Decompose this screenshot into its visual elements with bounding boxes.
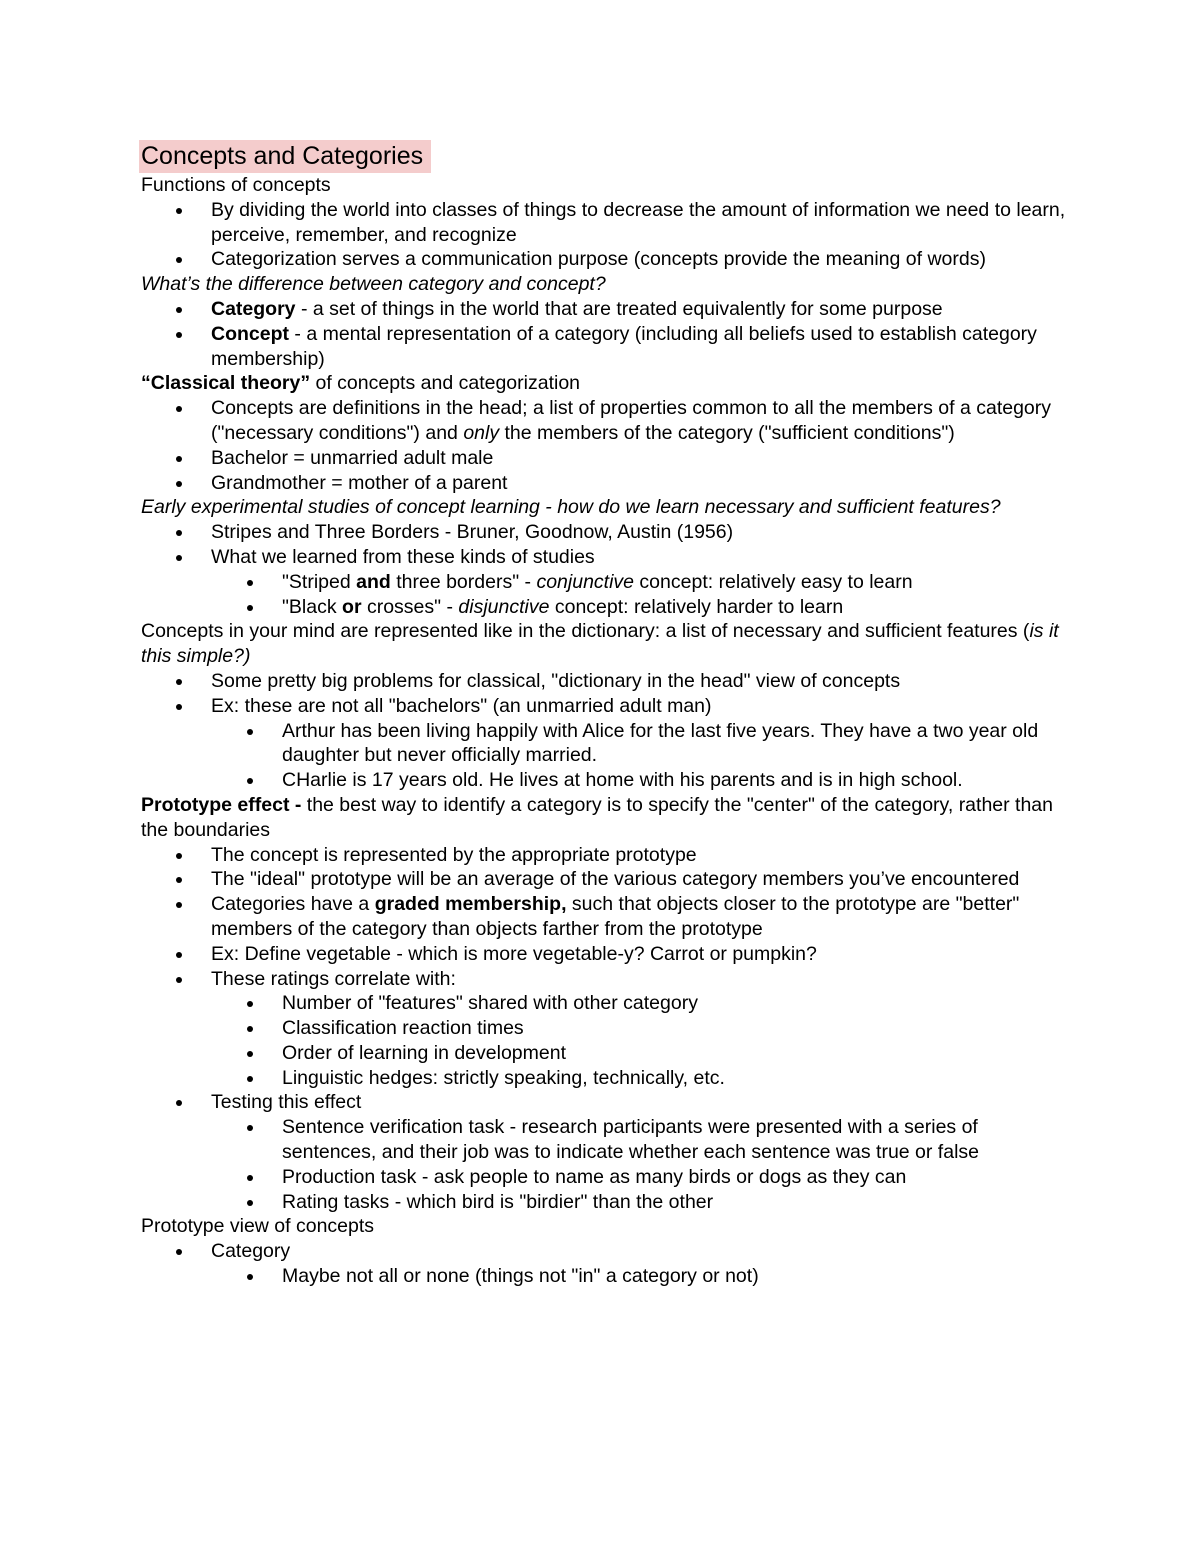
bullet-icon: [247, 1274, 253, 1280]
sub-list-item: Maybe not all or none (things not "in" a category or not): [141, 1264, 1071, 1289]
sub-list-item: Arthur has been living happily with Alice for the last five years. They have a two year old daughter but never officially married.: [141, 719, 1071, 769]
bullet-icon: [176, 456, 182, 462]
sub-list-item: CHarlie is 17 years old. He lives at home with his parents and is in high school.: [141, 768, 1071, 793]
bullet-icon: [176, 530, 182, 536]
list-item: Ex: Define vegetable - which is more vegetable-y? Carrot or pumpkin?: [141, 942, 1071, 967]
list-item: Grandmother = mother of a parent: [141, 471, 1071, 496]
bullet-icon: [247, 1076, 253, 1082]
sub-list-item: Sentence verification task - research participants were presented with a series of sentences, and their job was to indicate whether each sentence was true or false: [141, 1115, 1071, 1165]
list-item: By dividing the world into classes of things to decrease the amount of information we need to learn, perceive, remember, and recognize: [141, 198, 1071, 248]
section-heading-early-studies: Early experimental studies of concept learning - how do we learn necessary and sufficient features?: [141, 496, 1001, 519]
list-item: Bachelor = unmarried adult male: [141, 446, 1071, 471]
list-item: Ex: these are not all "bachelors" (an unmarried adult man): [141, 694, 1071, 719]
bullet-icon: [176, 481, 182, 487]
bullet-icon: [247, 1200, 253, 1206]
list-item: Testing this effect: [141, 1090, 1071, 1115]
bullet-icon: [247, 580, 253, 586]
sub-list-item: Rating tasks - which bird is "birdier" than the other: [141, 1190, 1071, 1215]
bullet-icon: [176, 406, 182, 412]
sub-list-item: "Striped and three borders" - conjunctive concept: relatively easy to learn: [141, 570, 1071, 595]
section-heading-prototype-view: Prototype view of concepts: [141, 1215, 375, 1238]
bullet-icon: [176, 704, 182, 710]
list-item: What we learned from these kinds of studies: [141, 545, 1071, 570]
bullet-icon: [247, 1175, 253, 1181]
list-item: These ratings correlate with:: [141, 967, 1071, 992]
list-item: Concept - a mental representation of a category (including all beliefs used to establish category membership): [141, 322, 1071, 372]
list-item: Categories have a graded membership, such that objects closer to the prototype are "better" members of the category than objects farther from the prototype: [141, 892, 1071, 942]
bullet-icon: [176, 208, 182, 214]
bullet-icon: [176, 952, 182, 958]
list-item: Category: [141, 1239, 1071, 1264]
sub-list-item: Production task - ask people to name as many birds or dogs as they can: [141, 1165, 1071, 1190]
bullet-icon: [176, 977, 182, 983]
bullet-icon: [176, 555, 182, 561]
document-page: [141, 140, 1071, 1289]
bullet-icon: [176, 257, 182, 263]
bullet-icon: [247, 1051, 253, 1057]
list-item: The "ideal" prototype will be an average of the various category members you’ve encountered: [141, 867, 1071, 892]
bullet-icon: [176, 902, 182, 908]
bullet-icon: [176, 332, 182, 338]
list-item: Category - a set of things in the world that are treated equivalently for some purpose: [141, 297, 1071, 322]
list-item: Some pretty big problems for classical, "dictionary in the head" view of concepts: [141, 669, 1071, 694]
bullet-icon: [176, 679, 182, 685]
sub-list-item: "Black or crosses" - disjunctive concept: relatively harder to learn: [141, 595, 1071, 620]
bullet-icon: [247, 605, 253, 611]
bullet-icon: [247, 1026, 253, 1032]
bullet-icon: [176, 1249, 182, 1255]
section-heading-classical: “Classical theory” of concepts and categorization: [141, 372, 581, 395]
bullet-icon: [247, 778, 253, 784]
list-item: The concept is represented by the appropriate prototype: [141, 843, 1071, 868]
section-heading-functions: Functions of concepts: [141, 174, 331, 196]
bullet-icon: [247, 1125, 253, 1131]
bullet-icon: [247, 1001, 253, 1007]
sub-list-item: Order of learning in development: [141, 1041, 1071, 1066]
bullet-icon: [176, 853, 182, 859]
section-heading-prototype-effect: Prototype effect - the best way to identify a category is to specify the "center" of the category, rather than the boundaries: [141, 793, 1053, 841]
bullet-icon: [247, 729, 253, 735]
sub-list-item: Linguistic hedges: strictly speaking, technically, etc.: [141, 1066, 1071, 1091]
page-title: Concepts and Categories: [139, 140, 431, 173]
bullet-icon: [176, 1100, 182, 1106]
list-item: Concepts are definitions in the head; a list of properties common to all the members of a category ("necessary conditions") and only the members of the category ("sufficient conditions"): [141, 396, 1071, 446]
sub-list-item: Number of "features" shared with other category: [141, 991, 1071, 1016]
section-heading-dictionary: Concepts in your mind are represented like in the dictionary: a list of necessary and sufficient features (is it this simple?): [141, 620, 1059, 668]
sub-list-item: Classification reaction times: [141, 1016, 1071, 1041]
section-heading-difference: What’s the difference between category and concept?: [141, 273, 606, 296]
list-item: Stripes and Three Borders - Bruner, Goodnow, Austin (1956): [141, 520, 1071, 545]
bullet-icon: [176, 877, 182, 883]
list-item: Categorization serves a communication purpose (concepts provide the meaning of words): [141, 247, 1071, 272]
bullet-icon: [176, 307, 182, 313]
